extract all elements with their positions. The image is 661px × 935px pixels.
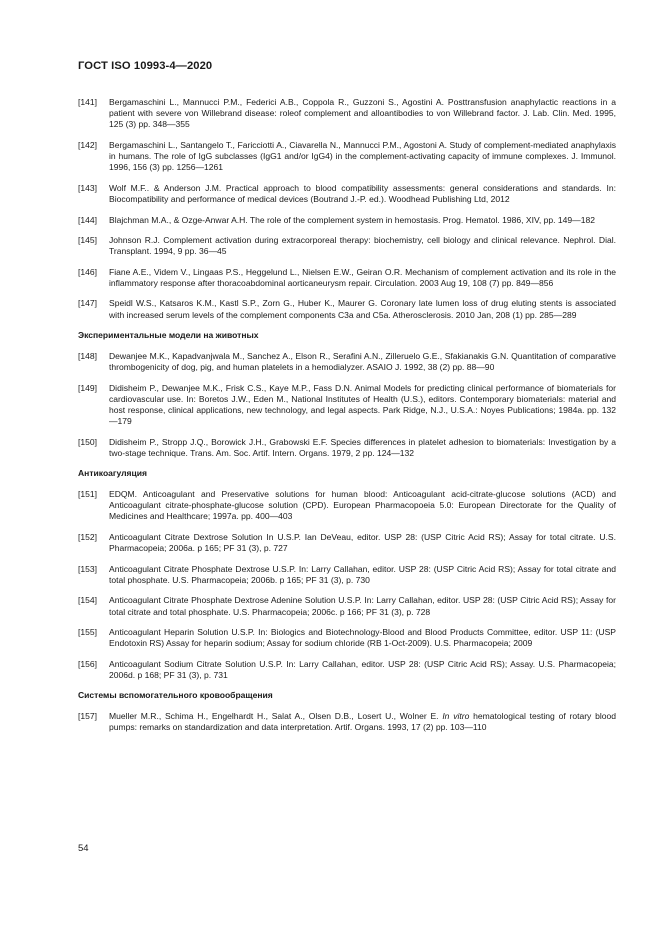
reference-number: [152] bbox=[78, 531, 98, 542]
reference-150 bbox=[78, 437, 616, 459]
reference-number: [154] bbox=[78, 595, 98, 606]
reference-155 bbox=[78, 627, 616, 649]
reference-number: [146] bbox=[78, 266, 98, 277]
reference-145 bbox=[78, 235, 616, 257]
section-heading-anticoagulation: Антикоагуляция bbox=[78, 468, 148, 479]
reference-number: [151] bbox=[78, 489, 98, 500]
reference-144 bbox=[78, 215, 616, 226]
reference-number: [150] bbox=[78, 436, 98, 447]
reference-number: [153] bbox=[78, 563, 98, 574]
reference-149 bbox=[78, 383, 616, 428]
reference-141 bbox=[78, 97, 616, 131]
reference-text: Anticoagulant Heparin Solution U.S.P. In: Biologics and Biotechnology-Blood and Blood Products Committee, editor. USP 11: (USP Endotoxin RS) Assay for heparin sodium; Assay for sodium chloride (RB 1-Oct-2009). U.S. Pharmacopeia; 2009 bbox=[109, 627, 616, 649]
reference-text-part: hematological testing of rotary blood pumps: remarks on standardization and data interpretation. Artif. Organs. 1993, 17 (2) pp. 103—110 bbox=[109, 711, 616, 733]
reference-text: Bergamaschini L., Santangelo T., Faricciotti A., Ciavarella N., Mannucci P.M., Agostoni A. Study of complement-mediated anaphylaxis in humans. The role of IgG subclasses (IgG1 and/or IgG4) in the complement-activating capacity of immune complexes. J. Immunol. 1996, 156 (3) pp. 1256—1261 bbox=[109, 139, 616, 173]
reference-154 bbox=[78, 595, 616, 617]
reference-number: [141] bbox=[78, 97, 98, 107]
reference-text: Anticoagulant Citrate Phosphate Dextrose U.S.P. In: Larry Callahan, editor. USP 28: (USP Citric Acid RS); Assay for total citrate and total phosphate. U.S. Pharmacopeia; 2006b. p 165; PF 31 (3), p. 730 bbox=[109, 563, 616, 585]
reference-147 bbox=[78, 298, 616, 320]
reference-text: Didisheim P., Stropp J.Q., Borowick J.H., Grabowski E.F. Species differences in platelet adhesion to biomaterials: Investigation by a two-stage technique. Trans. Am. Soc. Artif. Intern. Organs. 1979, 2 pp. 124—132 bbox=[109, 436, 616, 458]
reference-142 bbox=[78, 140, 616, 174]
page-header: ГОСТ ISO 10993-4—2020 bbox=[78, 60, 213, 72]
reference-number: [155] bbox=[78, 627, 98, 638]
reference-148 bbox=[78, 351, 616, 373]
reference-text: Speidl W.S., Katsaros K.M., Kastl S.P., Zorn G., Huber K., Maurer G. Coronary late lumen loss of drug eluting stents is associated with increased serum levels of the complement components C3a and C5a. Atherosclerosis. 2010 Jan, 208 (1) pp. 285—289 bbox=[109, 298, 616, 320]
reference-151 bbox=[78, 489, 616, 523]
reference-text: Fiane A.E., Videm V., Lingaas P.S., Heggelund L., Nielsen E.W., Geiran O.R. Mechanism of complement activation and its role in the inflammatory response after thoracoabdominal aorticaneurysm repair. Circulation. 2003 Aug 19, 108 (7) pp. 849—856 bbox=[109, 266, 616, 288]
reference-146 bbox=[78, 267, 616, 289]
reference-157 bbox=[78, 711, 616, 733]
section-heading-animal-models: Экспериментальные модели на животных bbox=[78, 330, 259, 341]
reference-text bbox=[109, 711, 616, 732]
reference-number: [149] bbox=[78, 382, 98, 393]
reference-text: Anticoagulant Sodium Citrate Solution U.S.P. In: Larry Callahan, editor. USP 28: (USP Citric Acid RS); Assay. U.S. Pharmacopeia; 2006d. p 168; PF 31 (3), p. 731 bbox=[109, 658, 616, 680]
reference-156 bbox=[78, 659, 616, 681]
reference-text: Bergamaschini L., Mannucci P.M., Federici A.B., Coppola R., Guzzoni S., Agostini A. Posttransfusion anaphylactic reactions in a patient with severe von Willebrand disease: roleof complement and alloantibodies to von Willebrand factor. J. Lab. Clin. Med. 1995, 125 (3) pp. 348—355 bbox=[109, 97, 616, 130]
section-heading-circulatory-support: Системы вспомогательного кровообращения bbox=[78, 690, 273, 701]
reference-text: Anticoagulant Citrate Phosphate Dextrose Adenine Solution U.S.P. In: Larry Callahan, editor. USP 28: (USP Citric Acid RS); Assay for total citrate and total phosphate. U.S. Pharmacopeia; 2006c. p 166; PF 31 (3), p. 728 bbox=[109, 595, 616, 617]
reference-text-part: Mueller M.R., Schima H., Engelhardt H., Salat A., Olsen D.B., Losert U., Wolner E. bbox=[109, 711, 443, 722]
reference-text: Dewanjee M.K., Kapadvanjwala M., Sanchez A., Elson R., Serafini A.N., Zilleruelo G.E., Sfakianakis G.N. Quantitation of comparative thrombogenicity of dog, pig, and human platelets in a hemodialyzer. ASAIO J. 1992, 38 (2) pp. 88—90 bbox=[109, 350, 616, 373]
reference-152 bbox=[78, 532, 616, 554]
reference-153 bbox=[78, 564, 616, 586]
reference-number: [144] bbox=[78, 214, 98, 225]
reference-number: [148] bbox=[78, 350, 98, 361]
reference-number: [157] bbox=[78, 711, 98, 722]
reference-number: [145] bbox=[78, 235, 98, 246]
reference-text-italic: In vitro bbox=[442, 711, 470, 722]
references-list bbox=[78, 97, 616, 743]
reference-text: Blajchman M.A., & Ozge-Anwar A.H. The role of the complement system in hemostasis. Prog. Hematol. 1986, XIV, pp. 149—182 bbox=[109, 214, 595, 225]
page-number: 54 bbox=[78, 843, 89, 854]
reference-text: Wolf M.F.. & Anderson J.M. Practical approach to blood compatibility assessments: general considerations and standards. In: Biocompatibility and performance of medical devices (Boutrand J.-P. ed.). Woodhead Publishing Ltd, 2012 bbox=[109, 182, 616, 205]
reference-143 bbox=[78, 183, 616, 205]
reference-text: Johnson R.J. Complement activation during extracorporeal therapy: biochemistry, cell biology and clinical relevance. Nephrol. Dial. Transplant. 1994, 9 pp. 36—45 bbox=[109, 235, 616, 257]
reference-text: EDQM. Anticoagulant and Preservative solutions for human blood: Anticoagulant acid-citrate-glucose solutions (ACD) and Anticoagulant citrate-phosphate-glucose solution (CPD). European Pharmacopoeia 5.0: European Directorate for the Quality of Medicines and Healthcare; 1997a. pp. 400—403 bbox=[109, 489, 616, 522]
reference-text: Didisheim P., Dewanjee M.K., Frisk C.S., Kaye M.P., Fass D.N. Animal Models for predicting clinical performance of biomaterials for cardiovascular use. In: Boretos J.W., Eden M., National Institutes of Health (U.S.), editors. Contemporary biomaterials: material and host response, clinical applications, new technology, and legal aspects. Park Ridge, N.J., U.S.A.: Noyes Publications; 1984a. pp. 132—179 bbox=[109, 382, 616, 427]
reference-number: [143] bbox=[78, 182, 98, 193]
reference-number: [156] bbox=[78, 658, 98, 669]
reference-number: [142] bbox=[78, 139, 98, 150]
reference-text: Anticoagulant Citrate Dextrose Solution In U.S.P. Ian DeVeau, editor. USP 28: (USP Citric Acid RS); Assay for total citrate. U.S. Pharmacopeia; 2006a. p 165; PF 31 (3), p. 727 bbox=[109, 531, 616, 554]
reference-number: [147] bbox=[78, 298, 98, 309]
